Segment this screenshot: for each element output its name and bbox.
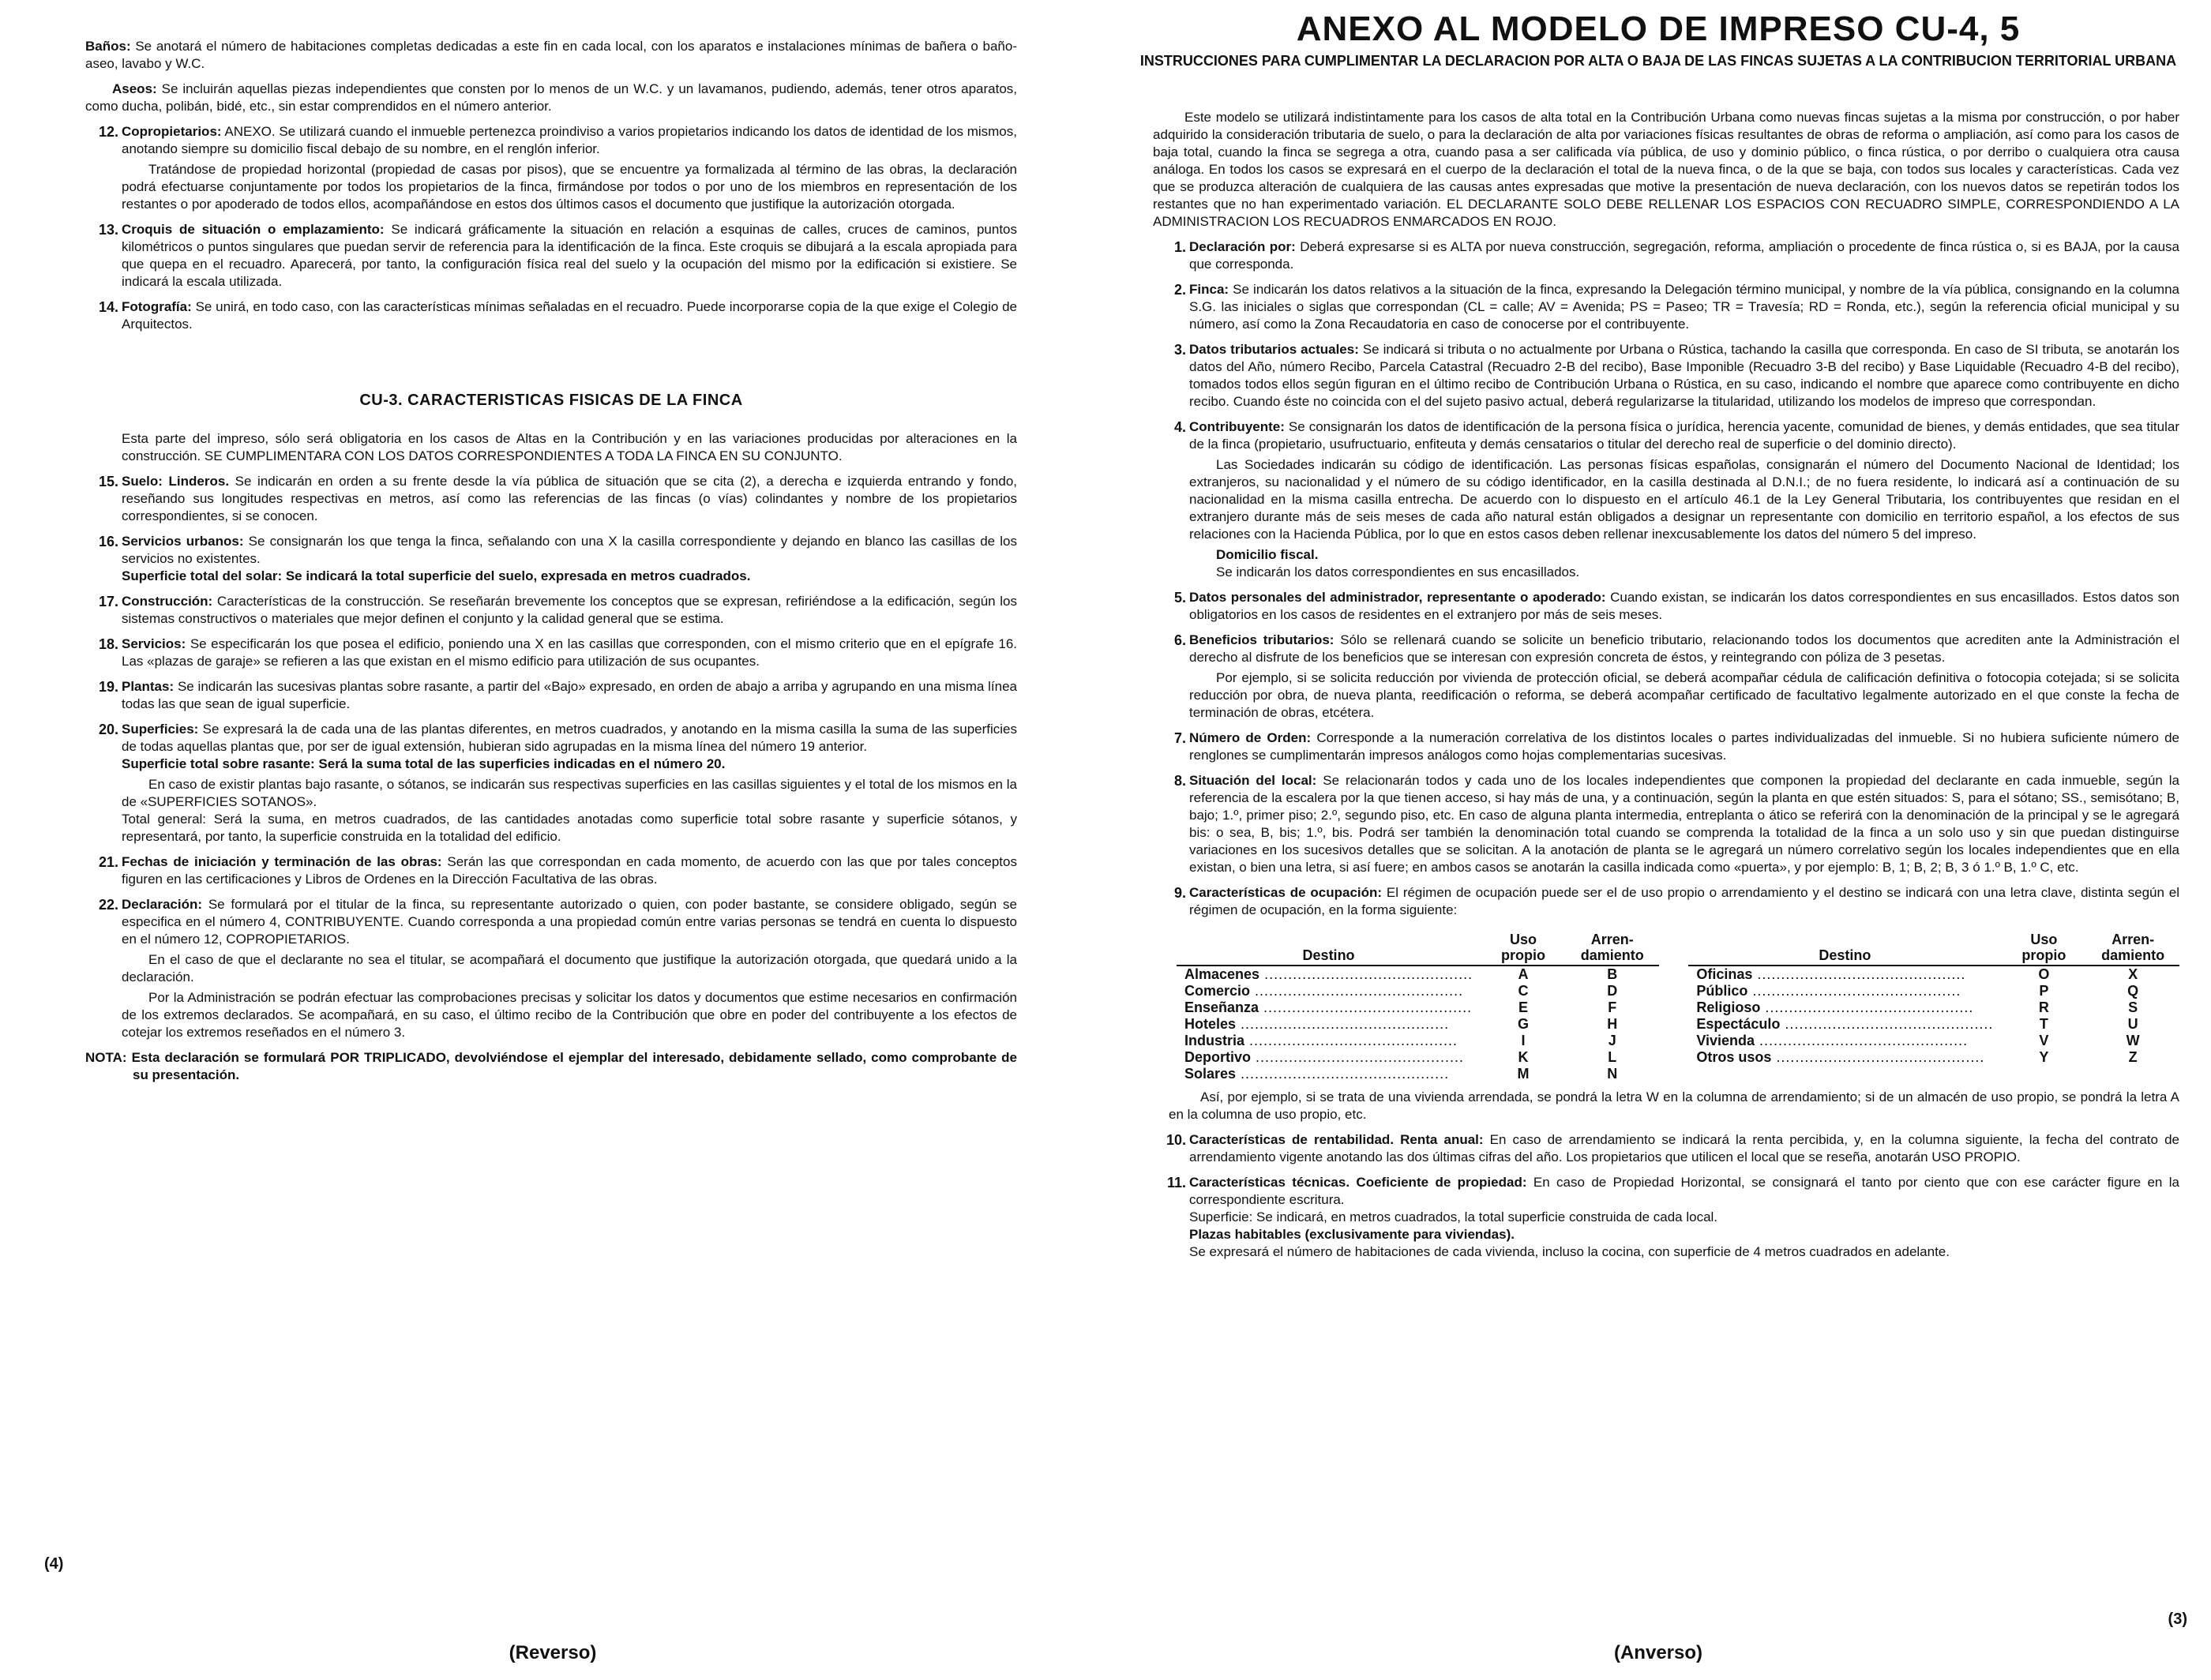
right-page-anverso bbox=[1106, 0, 2211, 1680]
occupation-table bbox=[1177, 930, 2179, 1082]
cell-uso-propio: C bbox=[1518, 983, 1529, 999]
cell-arrendamiento: L bbox=[1608, 1049, 1617, 1065]
item-2: 2. Finca: Se indicarán los datos relativos a la situación de la finca, expresando la Delegación término municipal, y nombre de la vía pública, consignando en la columna S.G. las iniciales o siglas que correspondan (CL = calle; AV = Avenida; PS = Paseo; TR = Travesía; RD = Ronda, etc.), según la referencia oficial municipal y su número, así como la Zona Recaudatoria en caso de conocerse por el contribuyente. bbox=[1173, 282, 2179, 332]
cell-destino: Religioso ..... bbox=[1688, 999, 2001, 1016]
table-row bbox=[1177, 999, 2179, 1016]
item-5: 5. Datos personales del administrador, representante o apoderado: Cuando existan, se indicarán los datos correspondientes en sus encasillados. Estos datos son obligatorios en los casos de residentes en el extranjero por más de seis meses. bbox=[1173, 590, 2179, 622]
table-row bbox=[1177, 1049, 2179, 1066]
table-example: Así, por ejemplo, si se trata de una vivienda arrendada, se pondrá la letra W en la columna de arrendamiento; si de un almacén de uso propio, se pondrá la letra A en la columna de uso propio, etc. bbox=[1169, 1089, 2179, 1122]
item-8: 8. Situación del local: Se relacionarán todos y cada uno de los locales independientes que componen la propiedad del declarante en cada inmueble, según la referencia de la escalera por la que tienen acceso, si hay más de una, y a continuación, según la planta en que estén situados: S, para el sótano; SS., semisótano; B, bajo; 1.º, primer piso; 2.º, segundo piso, etc. En caso de alguna planta intermedia, entreplanta o ático se referirá con la denominación de la principal y se le agregará bis: o sea, B, bis; 1.º, bis. Podrá ser también la denominación total cuando se comprenda la totalidad de la finca a un solo uso y sin que puedan distinguirse variaciones en los sucesivos detalles que se solicitan. A la anotación de planta se le agregará un número correlativo según los locales independientes que en ella existan, o bien una letra, si así fuere; en ambos casos se anotarán la casilla indicada como «puerta», y por ejemplo: B, 1; B, 2; B, 3 ó 1.º B, 1.º C, etc. bbox=[1173, 773, 2179, 875]
item-7: 7. Número de Orden: Corresponde a la numeración correlativa de los distintos locales o partes individualizadas del inmueble. Si no hubiera suficiente número de renglones se cumplimentarán impresos análogos como hojas complementarias sucesivas. bbox=[1173, 730, 2179, 763]
cell-uso-propio: K bbox=[1518, 1049, 1529, 1065]
item-13: 13. Croquis de situación o emplazamiento: Se indicará gráficamente la situación en relación a esquinas de calles, cruces de caminos, puntos kilométricos o puntos singulares que puedan servir de referencia para la identificación de la finca. Este croquis se dibujará a la escala apropiada para que quepa en el recuadro. Aparecerá, por tanto, la configuración física real del suelo y la ocupación del mismo por la edificación si existiere. Se indicará la escala utilizada. bbox=[98, 222, 1018, 289]
table-row bbox=[1177, 1066, 2179, 1082]
cell-arrendamiento: X bbox=[2128, 966, 2138, 982]
item-20: 20. Superficies: Se expresará la de cada una de las plantas diferentes, en metros cuadrados, y anotando en la misma casilla la suma de las superficies de todas aquellas plantas que, por ser de igual extensión, hubieran sido agrupadas en la misma línea del número 19 anterior. Superficie total sobre rasante: Será la suma total de las superficies indicadas en el número 20. bbox=[98, 722, 1017, 771]
item-11-plazas: Plazas habitables (exclusivamente para viviendas). bbox=[1189, 1227, 1515, 1242]
table-row bbox=[1177, 1033, 2179, 1049]
cell-uso-propio: Y bbox=[2039, 1049, 2049, 1065]
th-arr-right: Arren-damiento bbox=[2086, 930, 2179, 966]
cell-arrendamiento: Q bbox=[2127, 983, 2139, 999]
cell-destino: Comercio ..... bbox=[1177, 983, 1481, 999]
page-number-right: (3) bbox=[2168, 1611, 2187, 1628]
table-row bbox=[1177, 966, 2179, 983]
cell-destino: Solares ..... bbox=[1177, 1066, 1481, 1082]
page-title: ANEXO AL MODELO DE IMPRESO CU-4, 5 bbox=[1296, 9, 2021, 48]
th-arr-left: Arren-damiento bbox=[1566, 930, 1659, 966]
domicilio-fiscal-text: Se indicarán los datos correspondientes en sus encasillados. bbox=[1216, 564, 1580, 579]
cell-uso-propio: O bbox=[2038, 966, 2050, 982]
page-number-left: (4) bbox=[44, 1555, 64, 1573]
cell-destino: Almacenes ..... bbox=[1177, 966, 1481, 983]
intro-banos: Baños: Se anotará el número de habitaciones completas dedicadas a este fin en cada local, con los aparatos e instalaciones mínimas de bañera o baño-aseo, lavabo y W.C. bbox=[85, 39, 1017, 71]
item-3: 3. Datos tributarios actuales: Se indicará si tributa o no actualmente por Urbana o Rústica, tachando la casilla que corresponda. En caso de SI tributa, se anotarán los datos del Año, número Recibo, Parcela Catastral (Recuadro 2-B del recibo), Base Imponible (Recuadro 3-B del recibo) y Base Liquidable (Recuadro 4-B del recibo), tomados todos ellos según figuran en el último recibo de Contribución Urbana o Rústica, en su caso, indicando el nombre que aparece como contribuyente en dicho recibo. Cuando éste no coincida con el del sujeto pasivo actual, deberá regularizarse la titularidad, utilizando los modelos de impreso que correspondan. bbox=[1173, 342, 2179, 409]
cell-destino bbox=[1688, 1066, 2001, 1082]
th-uso-left: Uso propio bbox=[1481, 930, 1566, 966]
item-4-domicilio bbox=[1153, 546, 2179, 581]
footer-anverso: (Anverso) bbox=[1613, 1642, 1703, 1663]
th-uso-right: Uso propio bbox=[2001, 930, 2086, 966]
item-17: 17. Construcción: Características de la construcción. Se reseñarán brevemente los conceptos que se expresan, refiriéndose a la edificación, según los sistemas constructivos o materiales que mejor definen el conjunto y la calidad general que se estima. bbox=[98, 594, 1017, 626]
item-22: 22. Declaración: Se formulará por el titular de la finca, su representante autorizado o quien, con poder bastante, se considere obligado, según se especifica en el número 4, CONTRIBUYENTE. Cuando corresponda a una propiedad común entre varias personas se tendrá en cuenta lo dispuesto en el número 12, COPROPIETARIOS. bbox=[98, 897, 1017, 947]
cell-destino: Vivienda ..... bbox=[1688, 1033, 2001, 1049]
item-11-superficie: Superficie: Se indicará, en metros cuadrados, la total superficie construida de cada local. bbox=[1189, 1209, 1718, 1224]
right-intro: Este modelo se utilizará indistintamente para los casos de alta total en la Contribución Urbana como nuevas fincas sujetas a la misma por construcción, o por haber adquirido la consideración tributaria de suelo, o para la declaración de alta por variaciones físicas resultantes de obras de reforma o ampliación, así como para los casos de baja total, cuando la finca se segrega a otra, cuando pasa a ser calificada vía pública, de uso y dominio público, o finca rústica, o por derribo o cualquiera otra causa análoga. En todos los casos se expresará en el cuerpo de la declaración el total de la nueva finca, o de la que se baja, con todos sus locales y características. Cada vez que se produzca alteración de cualquiera de las causas antes expresadas que motive la presentación de nueva declaración, con los nuevos datos se repetirán todos los restantes que no han experimentado variación. EL DECLARANTE SOLO DEBE RELLENAR LOS ESPACIOS CON RECUADRO SIMPLE, CORRESPONDIENDO A LA ADMINISTRACION LOS RECUADROS ENMARCADOS EN ROJO. bbox=[1153, 110, 2179, 229]
cell-destino: Oficinas ..... bbox=[1688, 966, 2001, 983]
cell-arrendamiento: W bbox=[2126, 1033, 2140, 1048]
item-16: 16. Servicios urbanos: Se consignarán los que tenga la finca, señalando con una X la casilla correspondiente y dejando en blanco las casillas de los servicios no existentes. Superficie total del solar: Se indicará la total superficie del suelo, expresada en metros cuadrados. bbox=[98, 534, 1017, 583]
cell-destino: Enseñanza ..... bbox=[1177, 999, 1481, 1016]
intro-aseos: Aseos: Se incluirán aquellas piezas independientes que consten por lo menos de un W.C. y un lavamanos, pudiendo, además, tener otros aparatos, como ducha, polibán, bidé, etc., sin estar comprendidos en el número anterior. bbox=[85, 81, 1018, 114]
item-10: 10. Características de rentabilidad. Renta anual: En caso de arrendamiento se indicará la renta percibida, y, en la columna siguiente, la fecha del contrato de arrendamiento vigente anotando las dos últimas cifras del año. Los propietarios que utilicen el local que se reseña, anotarán USO PROPIO. bbox=[1166, 1132, 2179, 1164]
cell-destino: Otros usos ..... bbox=[1688, 1049, 2001, 1066]
item-6: 6. Beneficios tributarios: Sólo se rellenará cuando se solicite un beneficio tributario, relacionando todos los documentos que acrediten ante la Administración el derecho al disfrute de los beneficios que se interesan con expresión concreta de éstos, y reintegrando con póliza de 3 pesetas. bbox=[1173, 632, 2179, 665]
cell-arrendamiento: Z bbox=[2128, 1049, 2138, 1065]
th-destino-right: Destino bbox=[1688, 930, 2001, 966]
item-4: 4. Contribuyente: Se consignarán los datos de identificación de la persona física o jurídica, herencia yacente, comunidad de bienes, y demás entidades, que sea titular de la finca (propietario, usufructuario, enfiteuta y demás censatarios o titular del derecho real de superficie o del dominio directo). bbox=[1173, 419, 2179, 452]
cell-arrendamiento: S bbox=[2128, 999, 2138, 1015]
right-column bbox=[1153, 77, 2179, 1269]
item-19: 19. Plantas: Se indicarán las sucesivas plantas sobre rasante, a partir del «Bajo» expresado, en orden de abajo a arriba y agrupando en una misma línea todas las que sean de igual superficie. bbox=[98, 679, 1017, 711]
domicilio-fiscal-head: Domicilio fiscal. bbox=[1216, 547, 1319, 562]
cell-uso-propio: I bbox=[1521, 1033, 1526, 1048]
item-11-habitaciones: Se expresará el número de habitaciones de cada vivienda, incluso la cocina, con superficie de 4 metros cuadrados en adelante. bbox=[1189, 1244, 1950, 1259]
item-14: 14. Fotografía: Se unirá, en todo caso, con las características mínimas señaladas en el recuadro. Puede incorporarse copia de la que exige el Colegio de Arquitectos. bbox=[98, 299, 1018, 332]
cell-destino: Hoteles ..... bbox=[1177, 1016, 1481, 1033]
item-11: 11. Características técnicas. Coeficiente de propiedad: En caso de Propiedad Horizontal, se consignará el tanto por ciento que con ese carácter figure en la correspondiente escritura. Superficie: Se indicará, en metros cuadrados, la total superficie construida de cada local. Plazas habitables (exclusivamente para viviendas). Se expresará el número de habitaciones de cada vivienda, incluso la cocina, con superficie de 4 metros cuadrados en adelante. bbox=[1166, 1175, 2179, 1259]
cell-uso-propio: P bbox=[2039, 983, 2049, 999]
cell-arrendamiento: F bbox=[1608, 999, 1617, 1015]
table-row bbox=[1177, 1016, 2179, 1033]
left-column bbox=[85, 38, 1017, 1092]
table-row bbox=[1177, 983, 2179, 999]
item-9: 9. Características de ocupación: El régimen de ocupación puede ser el de uso propio o arrendamiento y el destino se indicará con una letra clave, distinta según el régimen de ocupación, en la forma siguiente: bbox=[1173, 885, 2180, 917]
section-title-cu3: CU-3. CARACTERISTICAS FISICAS DE LA FINCA bbox=[359, 392, 743, 409]
cell-uso-propio: R bbox=[2038, 999, 2049, 1015]
item-12: 12. Copropietarios: ANEXO. Se utilizará cuando el inmueble pertenezca proindiviso a varios propietarios indicando los datos de identidad de los mismos, anotando siempre su domicilio fiscal debajo de su nombre, en el renglón inferior. bbox=[98, 124, 1017, 156]
item-21: 21. Fechas de iniciación y terminación de las obras: Serán las que correspondan en cada momento, de acuerdo con las que por tales conceptos figuren en las certificaciones y Libros de Ordenes en la Dirección Facultativa de las obras. bbox=[98, 854, 1017, 887]
section-intro: Esta parte del impreso, sólo será obligatoria en los casos de Altas en la Contribución y en las variaciones producidas por alteraciones en la construcción. SE CUMPLIMENTARA CON LOS DATOS CORRESPONDIENTES A TODA LA FINCA EN SU CONJUNTO. bbox=[122, 431, 1017, 463]
item-12-extra: Tratándose de propiedad horizontal (propiedad de casas por pisos), que se encuentre ya formalizada al término de las obras, la declaración podrá efectuarse conjuntamente por todos los propietarios de la finca, firmándose por todos o por uno de los miembros en representación de los restantes o por apoderado de todos ellos, acompañándose en estos dos últimos casos el documento que justifique la autorización otorgada. bbox=[122, 162, 1017, 212]
cell-destino: Industria ..... bbox=[1177, 1033, 1481, 1049]
cell-uso-propio: V bbox=[2039, 1033, 2049, 1048]
th-destino-left: Destino bbox=[1177, 930, 1481, 966]
item-15: 15. Suelo: Linderos. Se indicarán en orden a su frente desde la vía pública de situación que se cita (2), a derecha e izquierda entrando y fondo, reseñando sus longitudes respectivas en metros, así como las referencias de las fincas (o vías) colindantes y nombre de los propietarios correspondientes, si se conocen. bbox=[98, 474, 1017, 523]
item-6-extra: Por ejemplo, si se solicita reducción por vivienda de protección oficial, se deberá acompañar cédula de calificación definitiva o fotocopia cotejada; si se solicita reducción por obra, de nueva planta, reedificación o reforma, se deberá acompañar certificado de facultativo legalmente autorizado en el que conste la fecha de terminación de obras, etcétera. bbox=[1189, 670, 2179, 720]
cell-arrendamiento: U bbox=[2127, 1016, 2138, 1032]
cell-arrendamiento: N bbox=[1607, 1066, 1618, 1082]
cell-arrendamiento: J bbox=[1608, 1033, 1616, 1048]
item-22-extra: En el caso de que el declarante no sea el titular, se acompañará el documento que justifique la autorización otorgada, que quedará unido a la declaración. bbox=[122, 952, 1017, 984]
item-4-extra: Las Sociedades indicarán su código de identificación. Las personas físicas españolas, consignarán el número del Documento Nacional de Identidad; los extranjeros, su nacionalidad y el número de su código identificador, en la casilla destinada al D.N.I.; de no fuera residente, lo indicará así a continuación de su nacionalidad en la misma casilla entrecha. De acuerdo con lo dispuesto en el artículo 46.1 de la Ley General Tributaria, los contribuyentes que residan en el extranjero durante más de seis meses de cada año natural están obligados a designar un representante con domicilio en territorio español, a los efectos de sus relaciones con la Hacienda Pública, por lo que en estos casos deben rellenar inexcusablemente los datos del número 5 del impreso. bbox=[1189, 457, 2179, 542]
cell-destino: Deportivo ..... bbox=[1177, 1049, 1481, 1066]
item-20-extra: Superficie total sobre rasante: Será la suma total de las superficies indicadas en el número 20. bbox=[122, 756, 726, 771]
item-20-sotanos: En caso de existir plantas bajo rasante, o sótanos, se indicarán sus respectivas superficies en las casillas siguientes y el total de los mismos en la de «SUPERFICIES SOTANOS». Total general: Será la suma, en metros cuadrados, de las cantidades anotadas como superficie total sobre rasante y superficie sótanos, y representará, por tanto, la superficie construida en la totalidad del edificio. bbox=[122, 777, 1017, 844]
cell-destino: Espectáculo ..... bbox=[1688, 1016, 2001, 1033]
cell-arrendamiento: D bbox=[1607, 983, 1618, 999]
admin-note: Por la Administración se podrán efectuar las comprobaciones precisas y solicitar los datos y documentos que estime necesarios en confirmación de los extremos declarados. Se acompañará, en su caso, el último recibo de la Contribución que obre en poder del contribuyente a los efectos de cotejar los extremos reseñados en el número 3. bbox=[122, 990, 1017, 1040]
cell-arrendamiento bbox=[2086, 1066, 2179, 1082]
cell-uso-propio: G bbox=[1518, 1016, 1530, 1032]
cell-arrendamiento: H bbox=[1607, 1016, 1618, 1032]
cell-arrendamiento: B bbox=[1607, 966, 1618, 982]
item-18: 18. Servicios: Se especificarán los que posea el edificio, poniendo una X en las casillas que corresponden, con el mismo criterio que en el epígrafe 16. Las «plazas de garaje» se refieren a las que existan en el mismo edificio para utilización de sus ocupantes. bbox=[98, 636, 1017, 669]
footer-reverso: (Reverso) bbox=[509, 1642, 597, 1663]
item-16-extra: Superficie total del solar: Se indicará la total superficie del suelo, expresada en metros cuadrados. bbox=[122, 568, 751, 583]
cell-uso-propio: A bbox=[1518, 966, 1529, 982]
cell-uso-propio: M bbox=[1517, 1066, 1530, 1082]
cell-destino: Público ..... bbox=[1688, 983, 2001, 999]
item-1: 1. Declaración por: Deberá expresarse si es ALTA por nueva construcción, segregación, reforma, ampliación o procedente de finca rústica o, si es BAJA, por la causa que corresponda. bbox=[1173, 239, 2179, 272]
item-20-total-general: Total general: Será la suma, en metros cuadrados, de las cantidades anotadas como superficie total sobre rasante y superficie sótanos, y representará, por tanto, la superficie construida en la totalidad del edificio. bbox=[122, 812, 1017, 844]
cell-uso-propio: E bbox=[1518, 999, 1529, 1015]
cell-uso-propio: T bbox=[2039, 1016, 2048, 1032]
occupation-table-header bbox=[1177, 930, 2179, 966]
nota: NOTA: Esta declaración se formulará POR TRIPLICADO, devolviéndose el ejemplar del interesado, debidamente sellado, como comprobante de su presentación. bbox=[85, 1050, 1017, 1082]
page-subtitle: INSTRUCCIONES PARA CUMPLIMENTAR LA DECLARACION POR ALTA O BAJA DE LAS FINCAS SUJETAS A LA CONTRIBUCION TERRITORIAL URBANA bbox=[1139, 53, 2177, 69]
cell-uso-propio bbox=[2001, 1066, 2086, 1082]
